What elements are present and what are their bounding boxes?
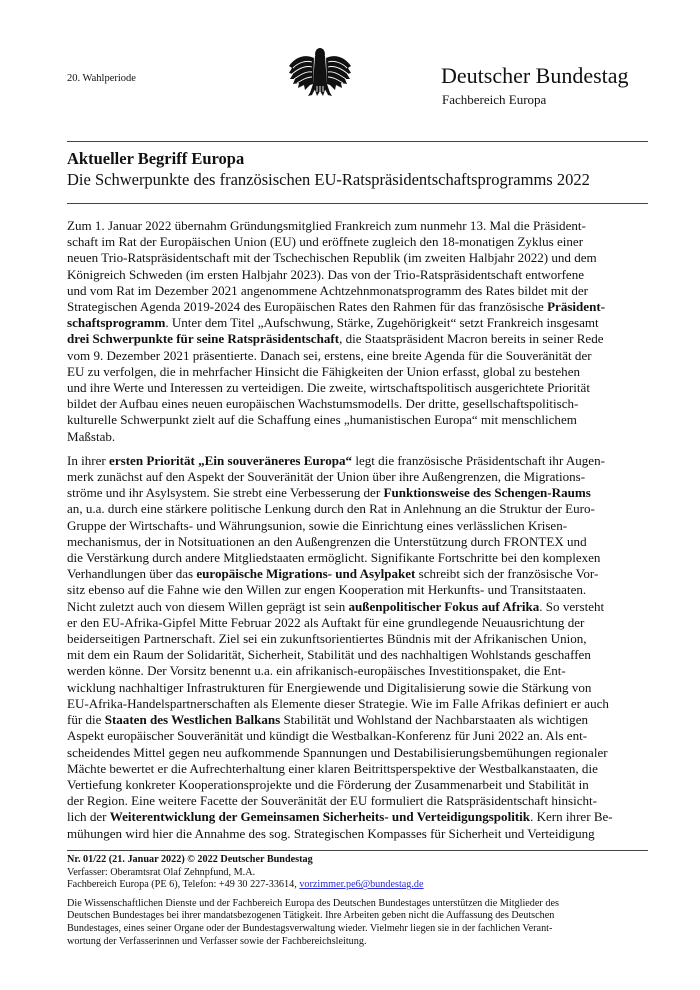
footer: [67, 854, 657, 948]
legislative-period: 20. Wahlperiode: [67, 73, 136, 84]
text-line: Maßstab.: [67, 428, 116, 444]
text-line: an, u.a. durch eine stärkere politische Lenkung durch den Rat in Anlehnung an die Struktur der Euro-: [67, 501, 595, 517]
text-line: vom 9. Dezember 2021 präsentierte. Danach sei, erstens, eine breite Agenda für die Souveränität der: [67, 347, 592, 363]
emphasis: außenpolitischer Fokus auf Afrika: [348, 598, 540, 614]
paragraph-intro: [67, 218, 651, 445]
emphasis: Präsident-: [547, 299, 606, 315]
emphasis: schaftsprogramm: [67, 315, 166, 331]
text-line: kulturelle Schwerpunkt zielt auf die Schaffung eines „humanistischen Europa“ mit menschlichem: [67, 412, 577, 428]
header-divider: [67, 141, 648, 142]
text-line: EU-Afrika-Handelspartnerschaften als Elemente dieser Strategie. Wie im Falle Afrikas definiert er auch: [67, 695, 609, 711]
text-line: er den EU-Afrika-Gipfel Mitte Februar 2022 als Auftakt für eine grundlegende Neuausrichtung der: [67, 614, 585, 630]
page-subtitle: Die Schwerpunkte des französischen EU-Ratspräsidentschaftsprogramms 2022: [67, 170, 590, 189]
department-name: Fachbereich Europa: [442, 92, 547, 107]
issue-line: Nr. 01/22 (21. Januar 2022) © 2022 Deutscher Bundestag: [67, 854, 313, 865]
text-line: scheidendes Mittel gegen neu aufkommende Spannungen und Destabilisierungsbemühungen regionaler: [67, 744, 608, 760]
text-line: der Region. Eine weitere Facette der Souveränität der EU formuliert die Ratspräsidentschaft hinsicht-: [67, 793, 598, 809]
emphasis: drei Schwerpunkte für seine Ratspräsidentschaft: [67, 331, 340, 347]
contact-line: [67, 879, 657, 892]
text-line: Vertiefung konkreter Kooperationsprojekte und die Förderung der Zusammenarbeit und Stabilität in: [67, 776, 589, 792]
organization-name: Deutscher Bundestag: [441, 63, 629, 88]
emphasis: europäische Migrations- und Asylpaket: [196, 566, 416, 582]
main-text: [67, 218, 651, 850]
text-line: für die Staaten des Westlichen Balkans Stabilität und Wohlstand der Nachbarstaaten als wichtigen: [67, 712, 589, 728]
disclaimer-line: wortung der Verfasserinnen und Verfasser sowie der Fachbereichsleitung.: [67, 935, 367, 947]
text-line: lich der Weiterentwicklung der Gemeinsamen Sicherheits- und Verteidigungspolitik. Kern ihrer Be-: [67, 809, 613, 825]
text-line: Aspekt europäischer Souveränität und kündigt die Westbalkan-Konferenz für Juni 2022 an. Als ent-: [67, 728, 588, 744]
text-line: drei Schwerpunkte für seine Ratspräsidentschaft, die Staatspräsident Macron bereits in seiner Rede: [67, 331, 604, 347]
text-line: Nicht zuletzt auch von diesem Willen geprägt ist sein außenpolitischer Fokus auf Afrika. So versteht: [67, 598, 605, 614]
federal-eagle-icon: [288, 46, 352, 100]
disclaimer-line: Bundestages, eines seiner Organe oder der Bundestagsverwaltung wieder. Vielmehr liegen sie in der fachlichen Verant-: [67, 922, 553, 934]
text-line: Gruppe der Wirtschafts- und Währungsunion, sowie die Einrichtung eines verlässlichen Krisen-: [67, 517, 568, 533]
author-line: Verfasser: Oberamtsrat Olaf Zehnpfund, M.A.: [67, 866, 256, 878]
disclaimer-line: Die Wissenschaftlichen Dienste und der Fachbereich Europa des Deutschen Bundestages unterstützen die Mitglieder des: [67, 897, 559, 909]
text-line: wicklung nachhaltiger Infrastrukturen für Energiewende und Digitalisierung sowie die Stärkung von: [67, 679, 592, 695]
text-line: In ihrer ersten Priorität „Ein souveräneres Europa“ legt die französische Präsidentschaft ihr Augen-: [67, 452, 605, 468]
text-line: mechanismus, der in Notsituationen an den Außengrenzen die Unterstützung durch FRONTEX und: [67, 533, 587, 549]
text-line: die Verstärkung durch andere Mitgliedstaaten ermöglicht. Signifikante Fortschritte bei den komplexen: [67, 550, 601, 566]
text-line: bildet der Aufbau eines neuen europäischen Wachstumsmodells. Der dritte, gesellschaftspolitisch-: [67, 396, 579, 412]
text-line: beiderseitigen Partnerschaft. Ziel sei ein zukunftsorientiertes Bündnis mit der Afrikanischen Union,: [67, 631, 587, 647]
title-divider: [67, 203, 648, 204]
text-line: mühungen wird hier die Annahme des sog. Strategischen Kompasses für Sicherheit und Verteidigung: [67, 825, 595, 841]
page-title: Aktueller Begriff Europa: [67, 149, 245, 168]
text-line: und vom Rat im Dezember 2021 angenommene Achtzehnmonatsprogramm des Rates bildet mit der: [67, 282, 589, 298]
text-line: Zum 1. Januar 2022 übernahm Gründungsmitglied Frankreich zum nunmehr 13. Mal die Präsident-: [67, 218, 586, 233]
disclaimer: [67, 898, 657, 948]
text-line: Verhandlungen über das europäische Migrations- und Asylpaket schreibt sich der französische Vor-: [67, 566, 599, 582]
footer-divider: [67, 850, 648, 851]
text-line: EU zu verfolgen, die in mehrfacher Hinsicht die Fähigkeiten der Union erfasst, global zu bestehen: [67, 363, 581, 379]
emphasis: ersten Priorität „Ein souveräneres Europa“: [109, 452, 353, 468]
text-line: mit dem ein Raum der Solidarität, Sicherheit, Stabilität und des nachhaltigen Wohlstands geschaffen: [67, 647, 591, 663]
text-line: ströme und ihr Asylsystem. Sie strebt eine Verbesserung der Funktionsweise des Schengen-Raums: [67, 485, 591, 501]
text-line: Königreich Schweden (im ersten Halbjahr 2023). Das von der Trio-Ratspräsidentschaft entworfene: [67, 266, 585, 282]
text-line: schaft im Rat der Europäischen Union (EU) und eröffnete zugleich den 18-monatigen Zyklus einer: [67, 234, 584, 250]
text-line: werden könne. Der Vorsitz benennt u.a. ein afrikanisch-europäisches Investitionspaket, die Ent-: [67, 663, 566, 679]
text-line: schaftsprogramm. Unter dem Titel „Aufschwung, Stärke, Zugehörigkeit“ setzt Frankreich insgesamt: [67, 315, 599, 331]
text-line: merk zunächst auf den Aspekt der Souveränität der Union über ihre Außengrenzen, die Migrations-: [67, 469, 586, 485]
disclaimer-line: Deutschen Bundestages bei ihrer mandatsbezogenen Tätigkeit. Ihre Arbeiten geben nicht die Auffassung des Deutschen: [67, 910, 555, 922]
emphasis: Staaten des Westlichen Balkans: [104, 712, 281, 728]
text-line: Mächte bewertet er die Aufrechterhaltung einer klaren Beitrittsperspektive der Westbalkanstaaten, die: [67, 760, 598, 776]
text-line: und ihre Werte und Interessen zu verteidigen. Die zweite, wirtschaftspolitisch ausgerichtete Priorität: [67, 380, 590, 396]
contact-text: Fachbereich Europa (PE 6), Telefon: +49 30 227-33614,: [67, 879, 300, 891]
text-line: Strategischen Agenda 2019-2024 des Europäischen Rates den Rahmen für das französische Präsident-: [67, 299, 606, 315]
emphasis: Weiterentwicklung der Gemeinsamen Sicherheits- und Verteidigungspolitik: [109, 809, 531, 825]
text-line: sitz ebenso auf die Fahne wie den Willen zur engen Kooperation mit Herkunfts- und Transitstaaten.: [67, 582, 587, 598]
paragraph-first-priority: [67, 453, 651, 842]
text-line: neuen Trio-Ratspräsidentschaft mit der Tschechischen Republik (im zweiten Halbjahr 2022) und dem: [67, 250, 597, 266]
email-link[interactable]: vorzimmer.pe6@bundestag.de: [299, 879, 424, 891]
emphasis: Funktionsweise des Schengen-Raums: [383, 485, 591, 501]
